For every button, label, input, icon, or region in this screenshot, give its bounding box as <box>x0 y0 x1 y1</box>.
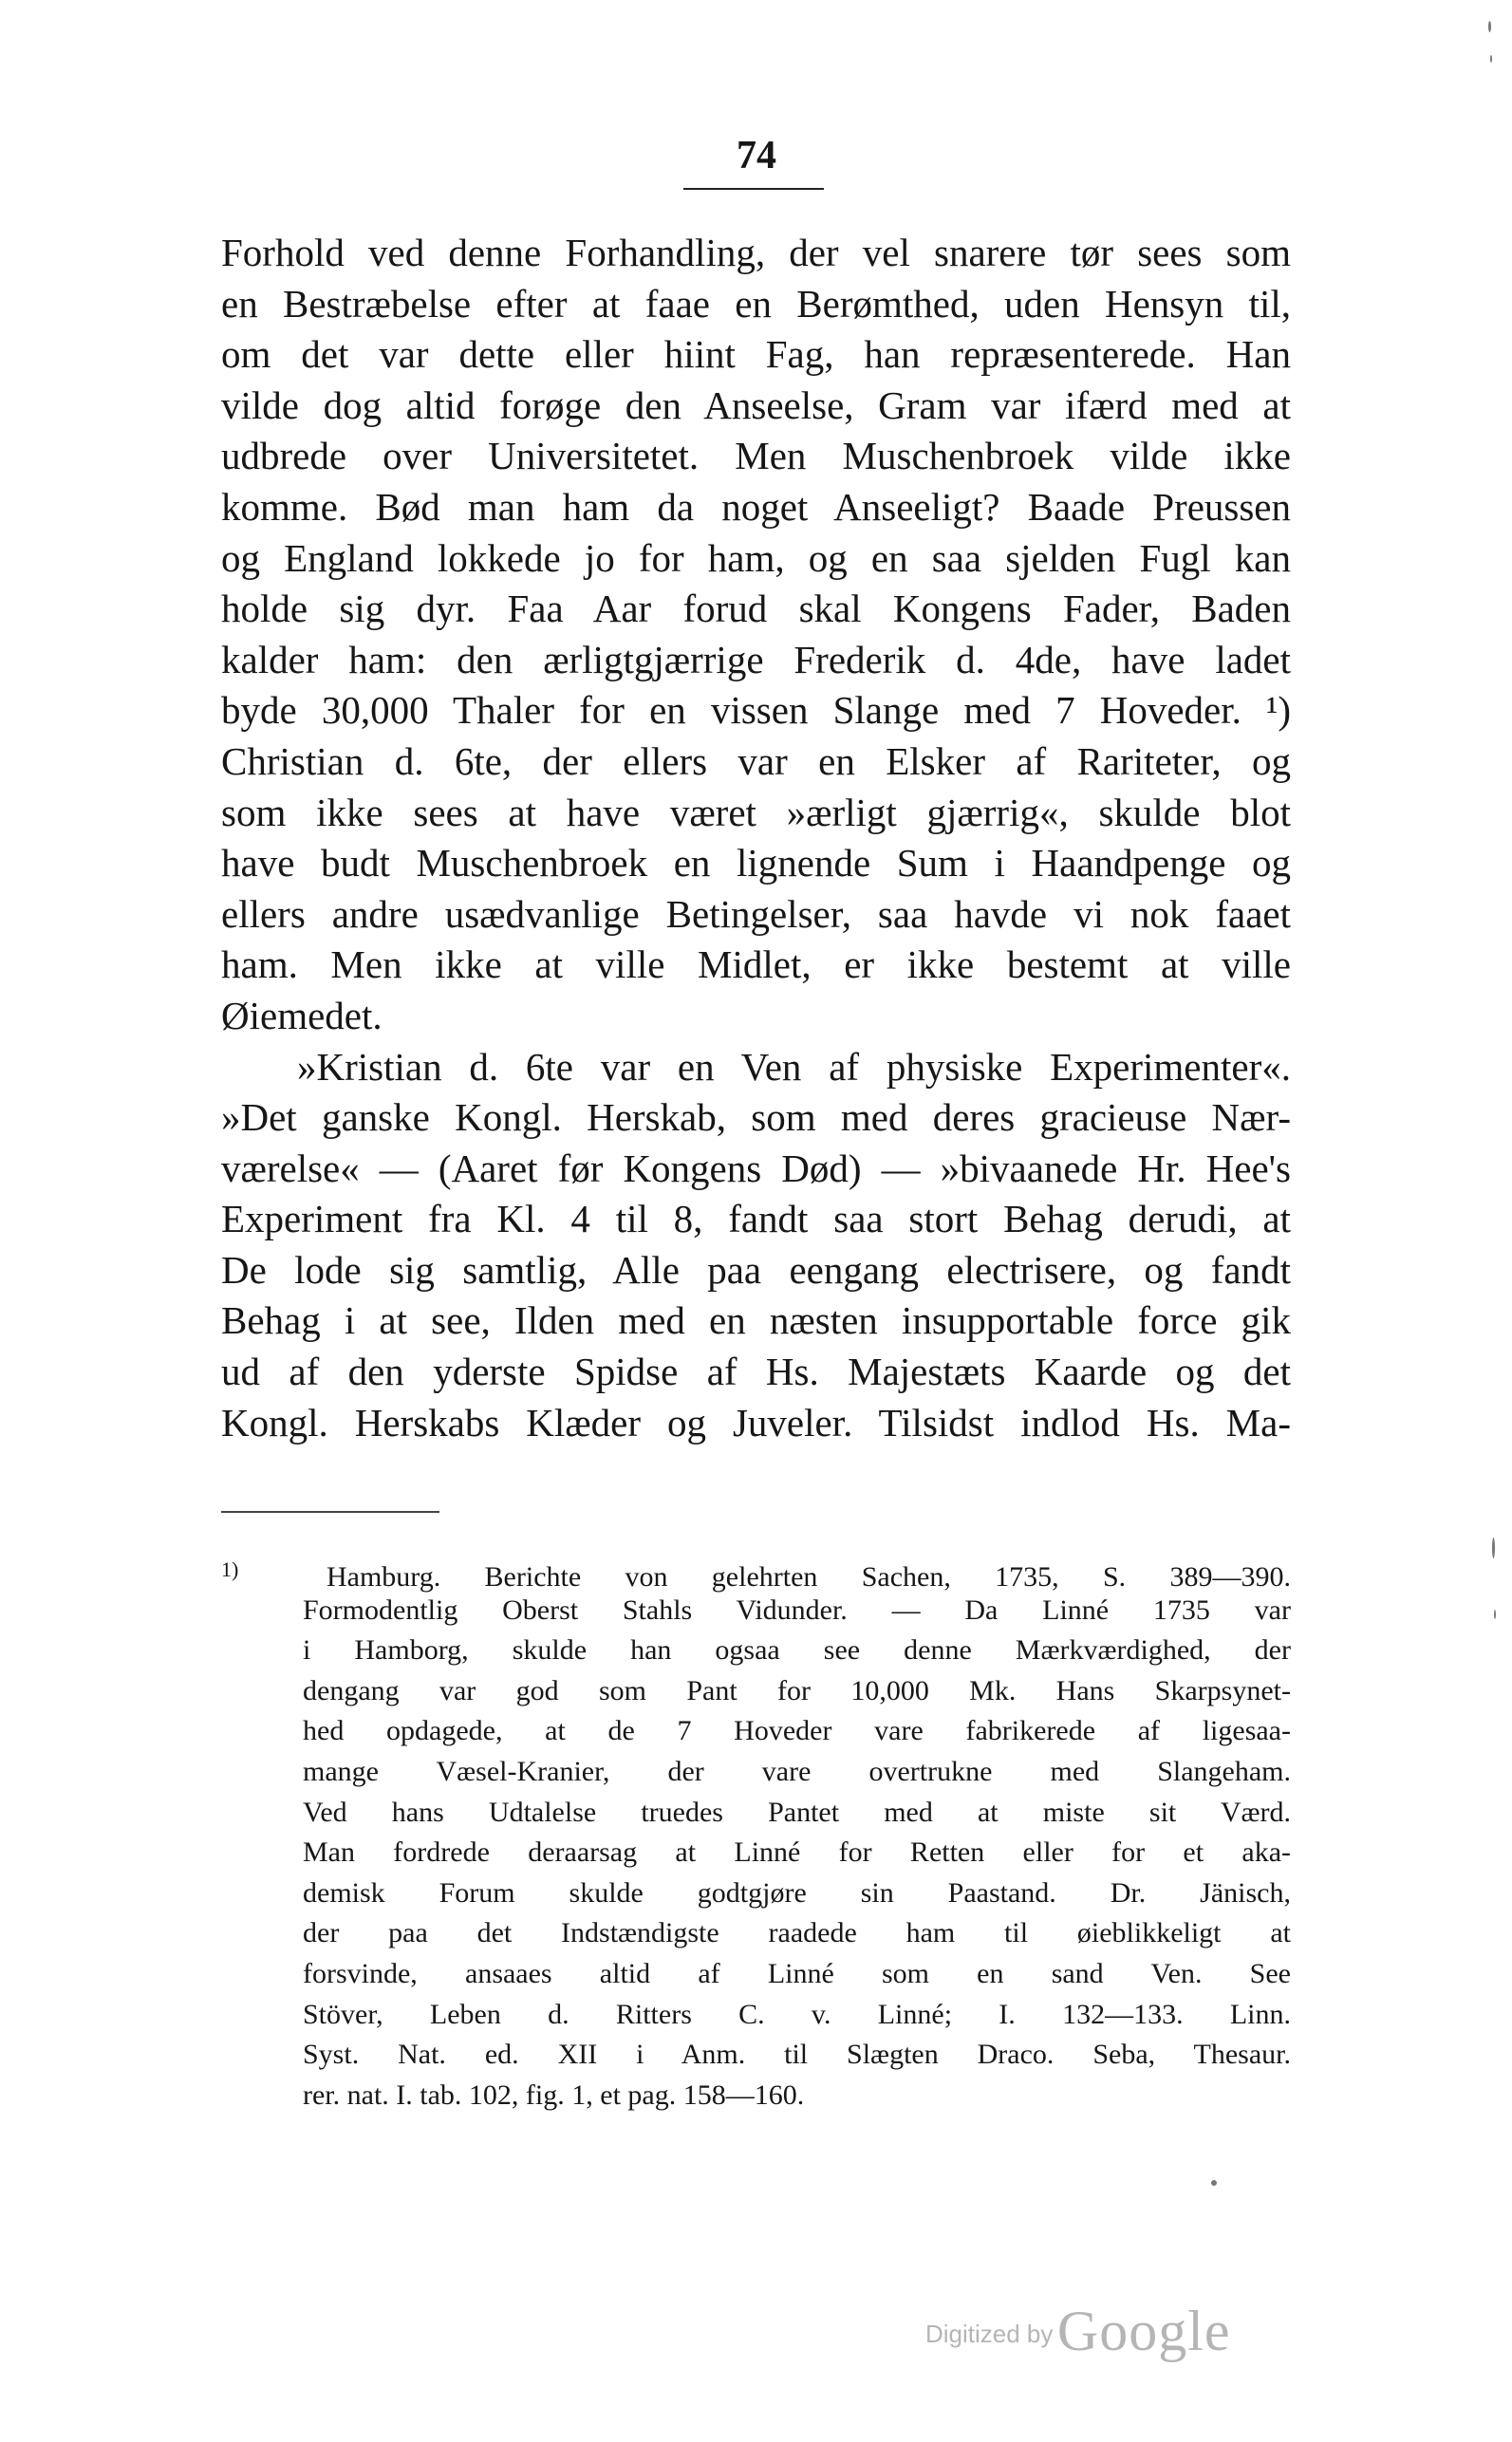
footnote-line: mange Væsel-Kranier, der vare overtrukne med Slangeham. <box>303 1755 1291 1787</box>
footnote-line: Formodentlig Oberst Stahls Vidunder. — Da Linné 1735 var <box>303 1594 1291 1626</box>
footnote-line: Stöver, Leben d. Ritters C. v. Linné; I. 132—133. Linn. <box>303 1998 1291 2030</box>
scan-speck <box>1490 55 1492 63</box>
body-line: »Det ganske Kongl. Herskab, som med deres gracieuse Nær- <box>221 1095 1291 1140</box>
footnote-text: Hamburg. Berichte von gelehrten Sachen, 1735, S. 389—390. <box>326 1561 1291 1593</box>
footnote-line: rer. nat. I. tab. 102, fig. 1, et pag. 158—160. <box>303 2078 805 2111</box>
body-line: ellers andre usædvanlige Betingelser, saa havde vi nok faaet <box>221 891 1291 936</box>
body-line: udbrede over Universitetet. Men Muschenbroek vilde ikke <box>221 434 1291 478</box>
body-line: Christian d. 6te, der ellers var en Elsker af Rariteter, og <box>221 738 1291 783</box>
body-line: som ikke sees at have været »ærligt gjærrig«, skulde blot <box>221 790 1291 834</box>
footnote-line: i Hamborg, skulde han ogsaa see denne Mærkværdighed, der <box>303 1634 1291 1667</box>
body-line: og England lokkede jo for ham, og en saa sjelden Fugl kan <box>221 535 1291 580</box>
scan-speck <box>1492 1538 1495 1558</box>
scan-speck <box>1488 21 1491 32</box>
google-logo: Google <box>1056 2300 1231 2362</box>
footnote-line: forsvinde, ansaaes altid af Linné som en sand Ven. See <box>303 1957 1291 1989</box>
footnote-line: hed opdagede, at de 7 Hoveder vare fabrikerede af ligesaa- <box>303 1715 1291 1747</box>
body-line: »Kristian d. 6te var en Ven af physiske Experimenter«. <box>297 1044 1291 1089</box>
page-number-underline <box>683 188 824 190</box>
body-line: ud af den yderste Spidse af Hs. Majestæts Kaarde og det <box>221 1350 1291 1394</box>
body-line: Experiment fra Kl. 4 til 8, fandt saa stort Behag derudi, at <box>221 1197 1291 1241</box>
page-number: 74 <box>737 134 776 177</box>
body-line: have budt Muschenbroek en lignende Sum i Haandpenge og <box>221 841 1291 885</box>
footnote <box>221 1550 1291 2116</box>
body-line: komme. Bød man ham da noget Anseeligt? Baade Preussen <box>221 484 1291 529</box>
body-line: Øiemedet. <box>221 993 383 1037</box>
footnote-line <box>221 1550 1291 1591</box>
footnote-line: dengang var god som Pant for 10,000 Mk. Hans Skarpsynet- <box>303 1674 1291 1706</box>
body-line: om det var dette eller hiint Fag, han repræsenterede. Han <box>221 332 1291 377</box>
footnote-separator <box>221 1511 439 1513</box>
body-line: en Bestræbelse efter at faae en Berømthed, uden Hensyn til, <box>221 281 1291 326</box>
digitized-by-watermark <box>925 2299 1231 2364</box>
footnote-line: der paa det Indstændigste raadede ham til øieblikkeligt at <box>303 1917 1291 1949</box>
body-line: De lode sig samtlig, Alle paa eengang electrisere, og fandt <box>221 1247 1291 1292</box>
body-line: holde sig dyr. Faa Aar forud skal Kongens Fader, Baden <box>221 587 1291 631</box>
body-text <box>221 228 1291 1448</box>
body-line: Behag i at see, Ilden med en næsten insupportable force gik <box>221 1298 1291 1343</box>
body-line: kalder ham: den ærligtgjærrige Frederik d. 4de, have ladet <box>221 637 1291 681</box>
body-line: vilde dog altid forøge den Anseelse, Gram var ifærd med at <box>221 382 1291 427</box>
body-line: ham. Men ikke at ville Midlet, er ikke bestemt at ville <box>221 942 1291 987</box>
watermark-prefix: Digitized by <box>925 2320 1054 2348</box>
footnote-line: Ved hans Udtalelse truedes Pantet med at miste sit Værd. <box>303 1796 1291 1828</box>
footnote-line: Man fordrede deraarsag at Linné for Retten eller for et aka- <box>303 1836 1291 1869</box>
scan-speck <box>1494 1610 1496 1619</box>
footnote-line: demisk Forum skulde godtgjøre sin Paastand. Dr. Jänisch, <box>303 1876 1291 1909</box>
body-line: Forhold ved denne Forhandling, der vel snarere tør sees som <box>221 231 1291 274</box>
scan-speck <box>1211 2180 1217 2186</box>
footnote-marker: 1) <box>221 1557 239 1581</box>
body-line: byde 30,000 Thaler for en vissen Slange med 7 Hoveder. ¹) <box>221 688 1291 733</box>
body-line: Kongl. Herskabs Klæder og Juveler. Tilsidst indlod Hs. Ma- <box>221 1400 1291 1445</box>
body-line: værelse« — (Aaret før Kongens Død) — »bivaanede Hr. Hee's <box>221 1146 1291 1190</box>
footnote-line: Syst. Nat. ed. XII i Anm. til Slægten Draco. Seba, Thesaur. <box>303 2039 1291 2071</box>
